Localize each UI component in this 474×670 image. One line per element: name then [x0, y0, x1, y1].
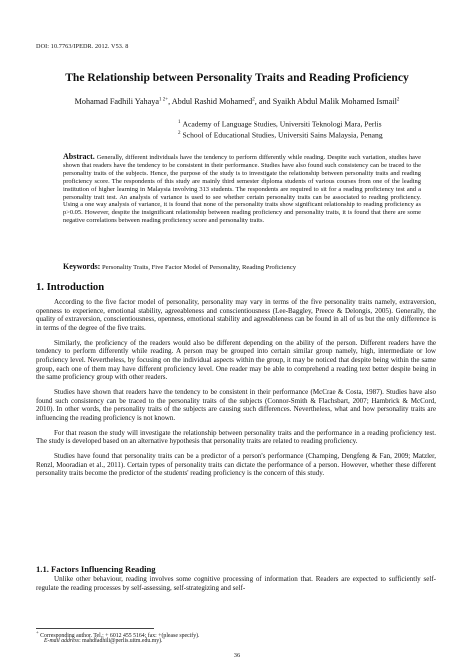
- footnote-line-1: Corresponding author. Tel.: + 6012 455 5164; fax: +(please specify).: [38, 632, 200, 639]
- footnote-line-2: : mahdfadhili@perlis.uitm.edu.my).: [79, 638, 163, 644]
- paper-title: The Relationship between Personality Traits and Reading Proficiency: [65, 71, 409, 84]
- paragraph: Studies have shown that readers have the tendency to be consistent in their performance (McCrae & Costa, 1987). Studies have also found such consistency can be traced to the personality traits of the subjects (Connor-Smith & Flachsbart, 2007; Hambrick & McCord, 2010). In other words, the personality traits of the subjects are causing such differences. Nevertheless, what and how personality traits are influencing the reading proficiency is not known.: [36, 387, 436, 422]
- keywords: [63, 262, 443, 271]
- affiliation-1-marker: 1: [178, 120, 181, 125]
- abstract-text: Generally, different individuals have the tendency to perform differently while reading. Despite such variation, studies have shown that readers have the tendency to be consistent in their performance. Studies have also found such consistency can be traced to the personality traits of the subjects. Hence, the purpose of the study is to investigate the relationship between personality traits and reading proficiency score. The respondents of this study are mainly third semester diploma students of various courses from one of the leading institution of higher learning in Malaysia involving 313 students. The respondents are required to sit for a reading proficiency test and a personality trait test. An analysis of variance is used to see whether certain personality traits can be associated to reading proficiency. Using a one way analysis of variance, it is found that none of the personality traits show significant relationship to reading proficiency as p>0.05. However, despite the insignificant relationship between reading proficiency and personality traits, it is found that there are some negative correlations between reading proficiency score and personality traits.: [63, 154, 421, 225]
- introduction-body: [36, 298, 436, 478]
- paragraph: Studies have found that personality traits can be a predictor of a person's performance (Champing, Dengfeng & Fan, 2009; Matzler, Renzl, Mooradian et al., 2011). Certain types of personality traits can dictate the performance of a person. However, whether these different personality traits become the predictor of the students' reading proficiency is the concern of this study.: [36, 451, 436, 478]
- author-3: , and Syaikh Abdul Malik Mohamed Ismail: [254, 97, 397, 106]
- author-1: Mohamad Fadhili Yahaya: [74, 97, 159, 106]
- paragraph: Similarly, the proficiency of the readers would also be different depending on the ability of the person. Different readers have the tendency to perform differently while reading. A person may be grouped into certain similar group namely, high, intermediate or low proficiency level. Nevertheless, by focusing on the individual aspects within the group, it may be noticed that despite being within the same group, each one of them may have different proficiency level. One reader may be able to comprehend a reading text better despite being in the same proficiency group with other readers.: [36, 338, 436, 382]
- doi: DOI: 10.7763/IPEDR. 2012. V53. 8: [36, 43, 129, 50]
- affiliation-2-text: School of Educational Studies, Universiti Sains Malaysia, Penang: [182, 130, 383, 140]
- author-3-superscript: 2: [396, 97, 400, 103]
- affiliation-1-text: Academy of Language Studies, Universiti Teknologi Mara, Perlis: [182, 119, 382, 129]
- footnote-divider: [36, 628, 154, 629]
- paragraph: For that reason the study will investigate the relationship between personality traits and the performance in a reading proficiency test. The study is developed based on an alternative hypothesis that personality traits are related to reading proficiency.: [36, 428, 436, 446]
- abstract-label: Abstract.: [63, 152, 95, 161]
- factors-body: [36, 575, 436, 592]
- keywords-label: Keywords:: [63, 262, 101, 271]
- author-2: , Abdul Rashid Mohamed: [168, 97, 253, 106]
- affiliation-1: [178, 118, 382, 130]
- paragraph: Unlike other behaviour, reading involves some cognitive processing of information that. Readers are expected to sufficiently self-regulate the reading processes by self-assessing, self-strategizing and self-: [36, 575, 436, 592]
- affiliation-2: [178, 129, 383, 141]
- page-number: 36: [233, 652, 241, 659]
- author-line: [20, 97, 454, 106]
- footnote-email: [44, 638, 162, 645]
- author-2-superscript: 2: [252, 97, 255, 103]
- affiliation-2-marker: 2: [178, 131, 181, 136]
- paragraph: According to the five factor model of personality, personality may vary in terms of the five personality traits namely, extraversion, openness to experience, emotional stability, agreeableness and conscientiousness (Lee-Baggley, Preece & Delongis, 2005). Generally, the quality of extraversion, conscientiousness, openness, emotional stability and agreeableness can be found in all of us but the only difference is in terms of the degree of the five traits.: [36, 298, 436, 332]
- abstract: [63, 153, 421, 225]
- footnote-marker: +: [36, 631, 39, 636]
- footnote-email-label: E-mail address: [44, 638, 80, 644]
- keywords-text: Personality Traits, Five Factor Model of Personality, Reading Proficiency: [101, 264, 297, 271]
- subsection-heading-factors: 1.1. Factors Influencing Reading: [36, 564, 156, 574]
- section-heading-introduction: 1. Introduction: [36, 282, 105, 293]
- author-1-superscript: 1 2+: [159, 97, 169, 103]
